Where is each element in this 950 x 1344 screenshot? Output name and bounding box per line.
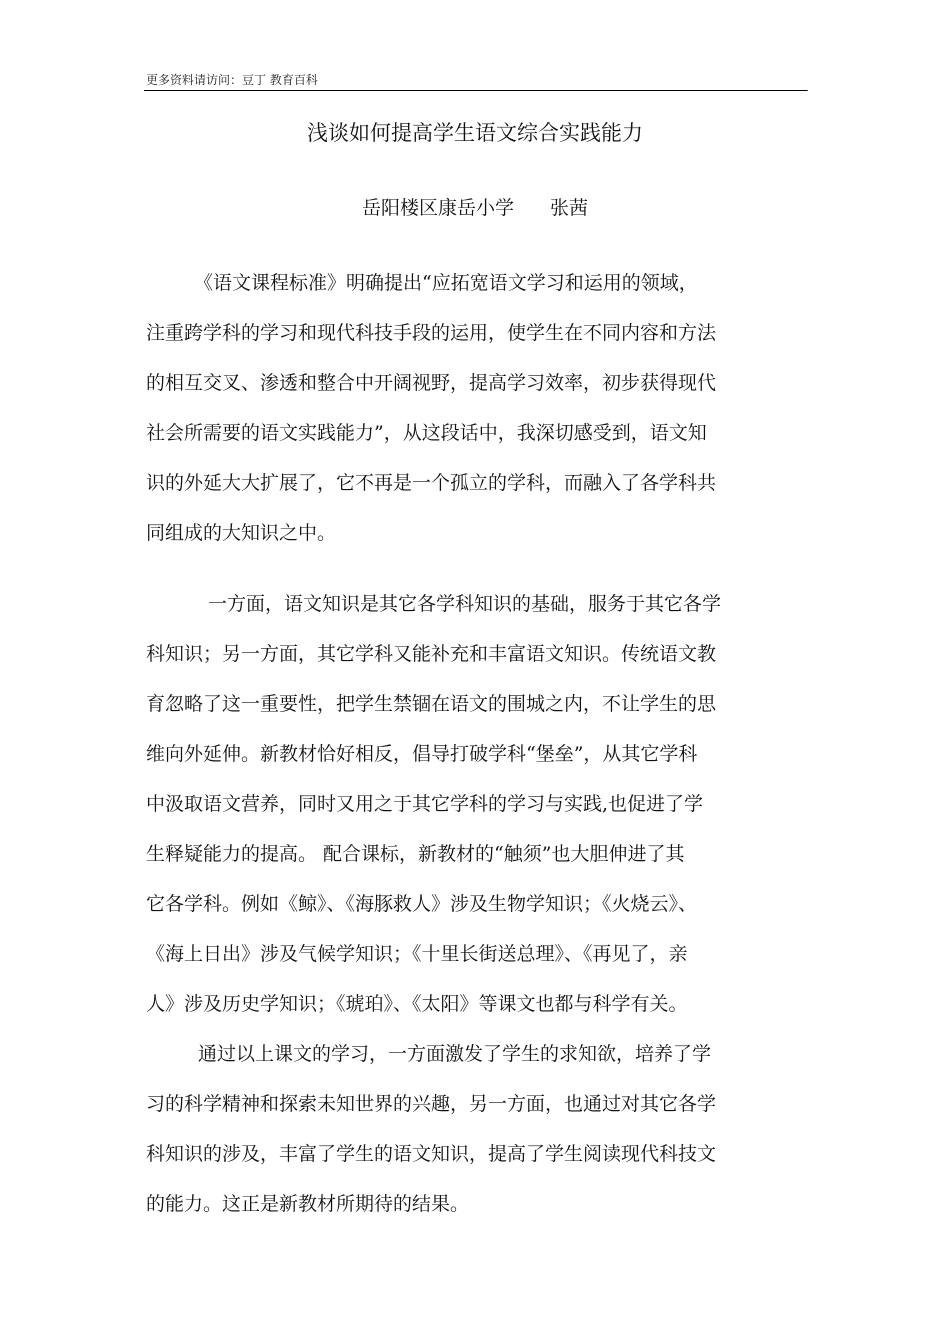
paragraph-line: 维向外延伸。新教材恰好相反，倡导打破学科“堡垒”，从其它学科 <box>146 743 698 765</box>
header-mark: . <box>806 84 809 94</box>
paragraph-line: 识的外延大大扩展了，它不再是一个孤立的学科，而融入了各学科共 <box>146 472 717 494</box>
paragraph-line: 科知识；另一方面，其它学科又能补充和丰富语文知识。传统语文教 <box>146 643 717 665</box>
paragraph-line: 通过以上课文的学习，一方面激发了学生的求知欲，培养了学 <box>198 1043 712 1065</box>
school-name: 岳阳楼区康岳小学 <box>361 197 514 219</box>
paragraph-line: 育忽略了这一重要性，把学生禁锢在语文的围城之内，不让学生的思 <box>146 693 717 715</box>
paragraph-line: 的相互交叉、渗透和整合中开阔视野，提高学习效率，初步获得现代 <box>146 372 717 394</box>
byline <box>0 194 950 222</box>
paragraph-line: 一方面，语文知识是其它各学科知识的基础，服务于其它各学 <box>208 593 722 615</box>
paragraph-line: 习的科学精神和探索未知世界的兴趣，另一方面，也通过对其它各学 <box>146 1093 717 1115</box>
paragraph-line: 社会所需要的语文实践能力”，从这段话中，我深切感受到，语文知 <box>146 422 707 444</box>
paragraph-1 <box>146 258 716 558</box>
author-name: 张茜 <box>550 197 589 219</box>
paragraph-line: 的能力。这正是新教材所期待的结果。 <box>146 1193 470 1215</box>
header-rule <box>144 90 808 91</box>
paragraph-line: 中汲取语文营养，同时又用之于其它学科的学习与实践,也促进了学 <box>146 793 704 815</box>
document-title: 浅谈如何提高学生语文综合实践能力 <box>307 121 643 145</box>
paragraph-line: 人》涉及历史学知识；《琥珀》、《太阳》等课文也都与科学有关。 <box>146 993 688 1015</box>
paragraph-2 <box>146 579 721 1029</box>
paragraph-line: 它各学科。例如《鲸》、《海豚救人》涉及生物学知识；《火烧云》、 <box>146 893 698 915</box>
paragraph-3 <box>146 1029 716 1229</box>
paragraph-line: 《语文课程标准》明确提出“应拓宽语文学习和运用的领域， <box>194 272 698 294</box>
page-header-text: 更多资料请访问：豆丁 教育百科 <box>146 73 318 87</box>
paragraph-line: 生释疑能力的提高。 配合课标，新教材的“触须”也大胆伸进了其 <box>146 843 685 865</box>
paragraph-line: 同组成的大知识之中。 <box>146 522 337 544</box>
paragraph-line: 注重跨学科的学习和现代科技手段的运用，使学生在不同内容和方法 <box>146 322 717 344</box>
paragraph-line: 科知识的涉及，丰富了学生的语文知识，提高了学生阅读现代科技文 <box>146 1143 717 1165</box>
paragraph-line: 《海上日出》涉及气候学知识；《十里长街送总理》、《再见了，亲 <box>146 943 688 965</box>
